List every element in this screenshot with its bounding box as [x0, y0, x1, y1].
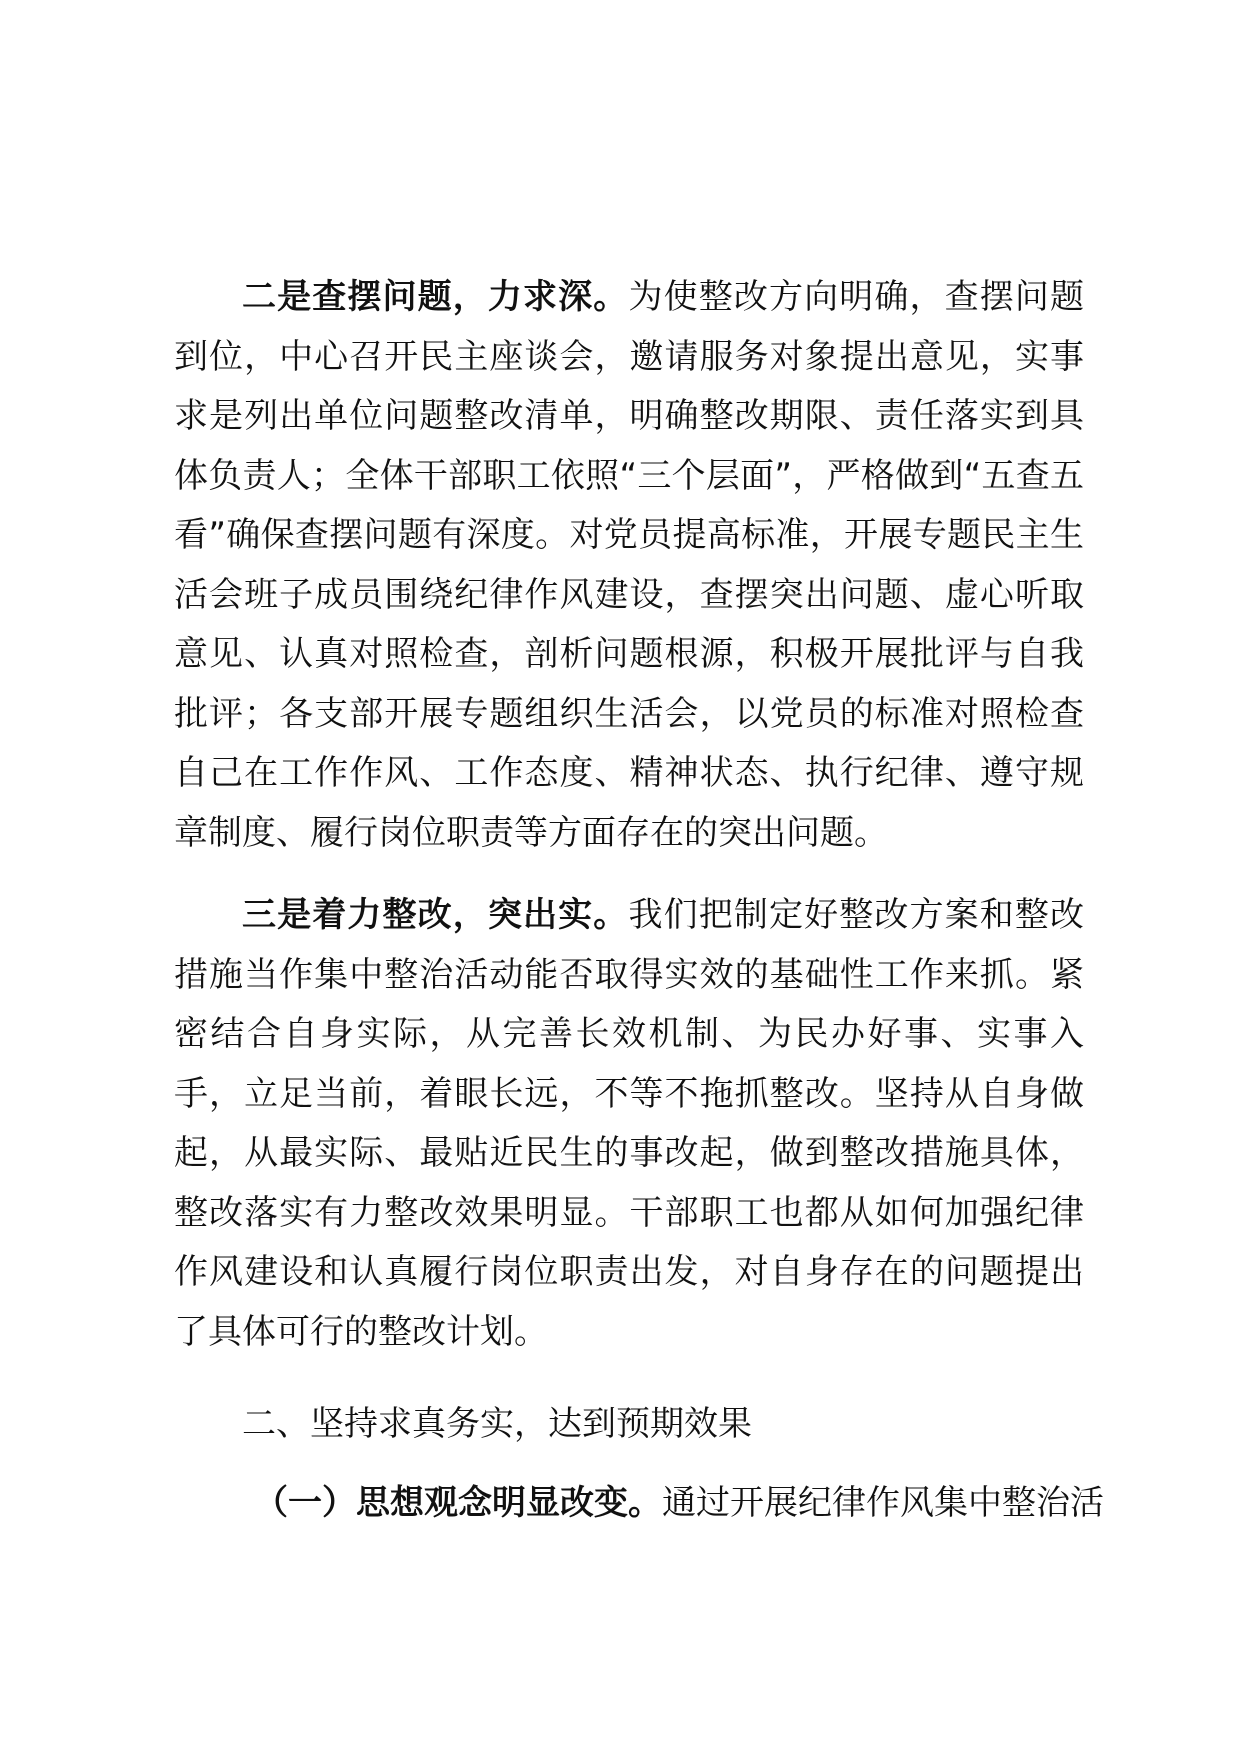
paragraph-lead: （一）思想观念明显改变。 [254, 1483, 662, 1523]
paragraph-lead: 二是查摆问题，力求深。 [242, 277, 629, 317]
paragraph-rectification [174, 886, 1084, 1362]
paragraph-mindset-change [174, 1474, 1104, 1534]
paragraph-body: 为使整改方向明确，查摆问题到位，中心召开民主座谈会，邀请服务对象提出意见，实事求是列出单位问题整改清单，明确整改期限、责任落实到具体负责人；全体干部职工依照“三个层面”，严格做到“五查五看”确保查摆问题有深度。对党员提高标准，开展专题民主生活会班子成员围绕纪律作风建设，查摆突出问题、虚心听取意见、认真对照检查，剖析问题根源，积极开展批评与自我批评；各支部开展专题组织生活会，以党员的标准对照检查自己在工作作风、工作态度、精神状态、执行纪律、遵守规章制度、履行岗位职责等方面存在的突出问题。 [174, 277, 1085, 853]
paragraph-lead: 三是着力整改，突出实。 [242, 895, 629, 935]
paragraph-investigate-problems [174, 268, 1084, 863]
paragraph-body: 我们把制定好整改方案和整改措施当作集中整治活动能否取得实效的基础性工作来抓。紧密结合自身实际，从完善长效机制、为民办好事、实事入手，立足当前，着眼长远，不等不拖抓整改。坚持从自身做起，从最实际、最贴近民生的事改起，做到整改措施具体，整改落实有力整改效果明显。干部职工也都从如何加强纪律作风建设和认真履行岗位职责出发，对自身存在的问题提出了具体可行的整改计划。 [174, 895, 1085, 1352]
paragraph-body: 通过开展纪律作风集中整治活 [662, 1483, 1104, 1523]
section-heading: 二、坚持求真务实，达到预期效果 [242, 1404, 752, 1444]
